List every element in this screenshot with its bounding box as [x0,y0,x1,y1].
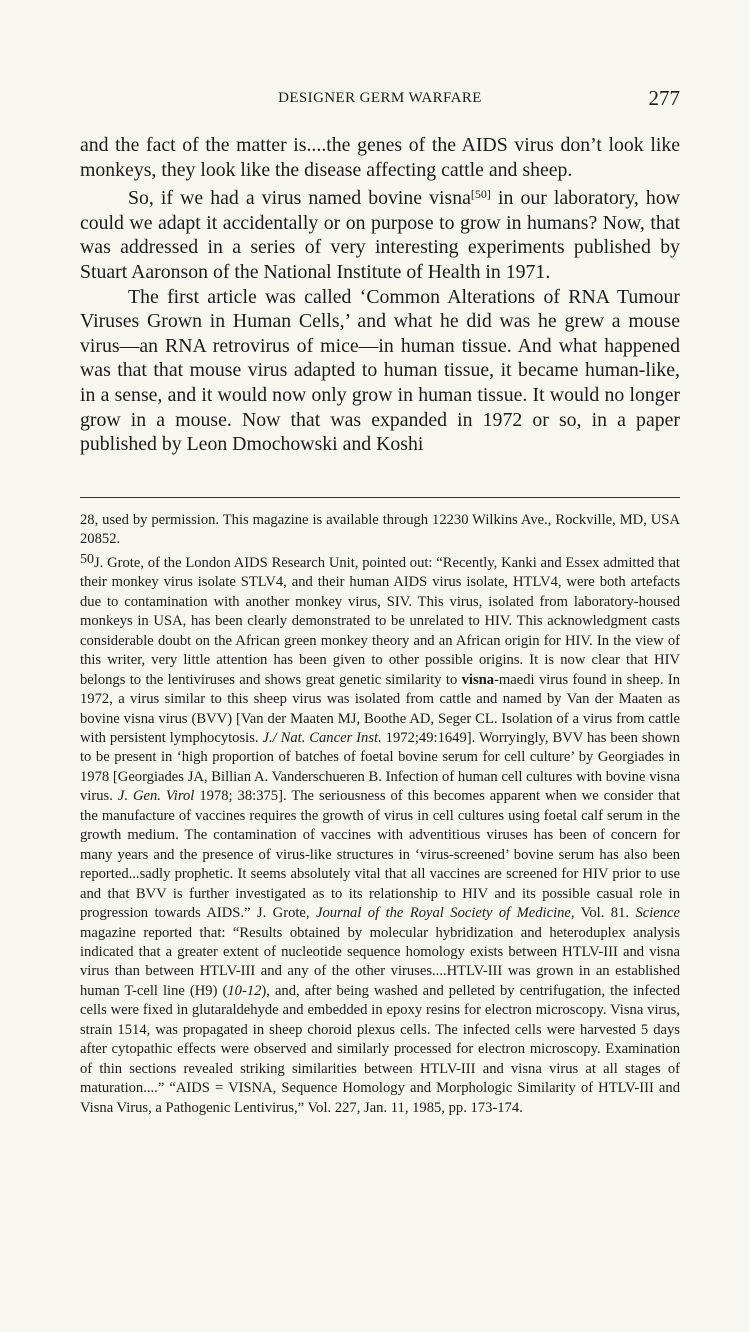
footnote-divider [80,497,680,498]
body-paragraph-3: The first article was called ‘Common Alterations of RNA Tumour Viruses Grown in Human Cells,’ and what he did was he grew a mouse virus—an RNA retrovirus of mice—in human tissue. And what happened was that that mouse virus adapted to human tissue, it became human-like, in a sense, and it would now only grow in human tissue. It would no longer grow in a mouse. Now that was expanded in 1972 or so, in a paper published by Leon Dmochowski and Koshi [80,285,680,456]
footnote-50-journal-gen-virol: J. Gen. Virol [117,788,195,805]
footnote-50-visna: visna [461,671,495,688]
running-title: DESIGNER GERM WARFARE [278,90,482,106]
footnote-50-text-c: 1972;49:1649]. Worryingly, BVV has been shown to be present in ‘high proportion of batches of foetal bovine serum for cell culture’ by Georgiades in 1978 [Georgiades JA, Billian A. Vanderschueren B. Infection of human cell cultures with bovine visna virus. [80,729,680,805]
footnote-50-text-e: , Vol. 81. [570,905,636,922]
footnote-50-refs: 10-12 [227,982,262,999]
paragraph-2-text-a: So, if we had a virus named bovine visna [128,187,471,210]
paragraph-2-text-b: in our laboratory, how could we adapt it accidentally or on purpose to grow in humans? Now, that was addressed in a series of very interesting experiments published by Stuart Aaronson of the National Institute of Health in 1971. [80,187,680,283]
footnote-50-journal-nci: J./ Nat. Cancer Inst. [262,729,382,746]
footnote-50-text-f: magazine reported that: “Results obtained by molecular hybridization and heteroduplex analysis indicated that a greater extent of nucleotide sequence homology exists between HTLV-III and visna virus than between HTLV-III and any of the other viruses....HTLV-III was grown in an established human T-cell line (H9) ( [80,924,680,999]
footnote-continued: 28, used by permission. This magazine is available through 12230 Wilkins Ave., Rockville, MD, USA 20852. [80,512,680,548]
footnotes [80,511,680,1118]
footnote-50-text-g: ), and, after being washed and pelleted by centrifugation, the infected cells were fixed in glutaraldehyde and embedded in epoxy resins for electron microscopy. Visna virus, strain 1514, was propagated in sheep choroid plexus cells. The infected cells were harvested 5 days after cytopathic effects were observed and similarly processed for electron microscopy. Examination of thin sections revealed striking similarities between HTLV-III and visna virus at all stages of maturation....” “AIDS = VISNA, Sequence Homology and Morphologic Similarity of HTLV-III and Visna Virus, a Pathogenic Lentivirus,” Vol. 227, Jan. 11, 1985, pp. 173-174. [80,982,680,1116]
body-paragraph-1: and the fact of the matter is....the genes of the AIDS virus don’t look like monkeys, they look like the disease affecting cattle and sheep. [80,134,680,181]
body-paragraph-2 [80,182,680,284]
body-text [80,133,680,457]
footnote-50-text-a: J. Grote, of the London AIDS Research Unit, pointed out: “Recently, Kanki and Essex admitted that their monkey virus isolate STLV4, and their human AIDS virus isolate, HTLV4, were both artefacts due to contamination with another monkey virus, SIV. This virus, isolated from laboratory-housed monkeys in USA, has been clearly demonstrated to be unrelated to HIV. This acknowledgment casts considerable doubt on the African green monkey theory and an African origin for HIV. In the view of this writer, very little attention has been given to other possible origins. It is now clear that HIV belongs to the lentiviruses and shows great genetic similarity to [80,554,680,688]
running-head [80,88,680,112]
footnote-reference-50: [50] [470,187,491,202]
footnote-50-marker: 50 [80,551,94,567]
footnote-50-journal-rsm: Journal of the Royal Society of Medicine [315,905,571,922]
page-number: 277 [648,86,680,110]
footnote-50-science: Science [635,905,681,922]
footnote-50 [80,550,680,1118]
footnote-50-text-b: -maedi virus found in sheep. In 1972, a virus similar to this sheep virus was isolated from cattle and named by Van der Maaten as bovine visna virus (BVV) [Van der Maaten MJ, Boothe AD, Seger CL. Isolation of a virus from cattle with persistent lymphocytosis. [80,671,680,746]
footnote-50-text-d: 1978; 38:375]. The seriousness of this becomes apparent when we consider that the manufacture of vaccines requires the growth of virus in cell cultures using foetal calf serum in the growth medium. The contamination of vaccines with adventitious viruses has been of concern for many years and the presence of virus-like structures in ‘virus-screened’ bovine serum has also been reported...sadly prophetic. It seems absolutely vital that all vaccines are screened for HIV prior to use and that BVV is further investigated as to its relationship to HIV and its possible casual role in progression towards AIDS.” J. Grote, [80,788,680,922]
